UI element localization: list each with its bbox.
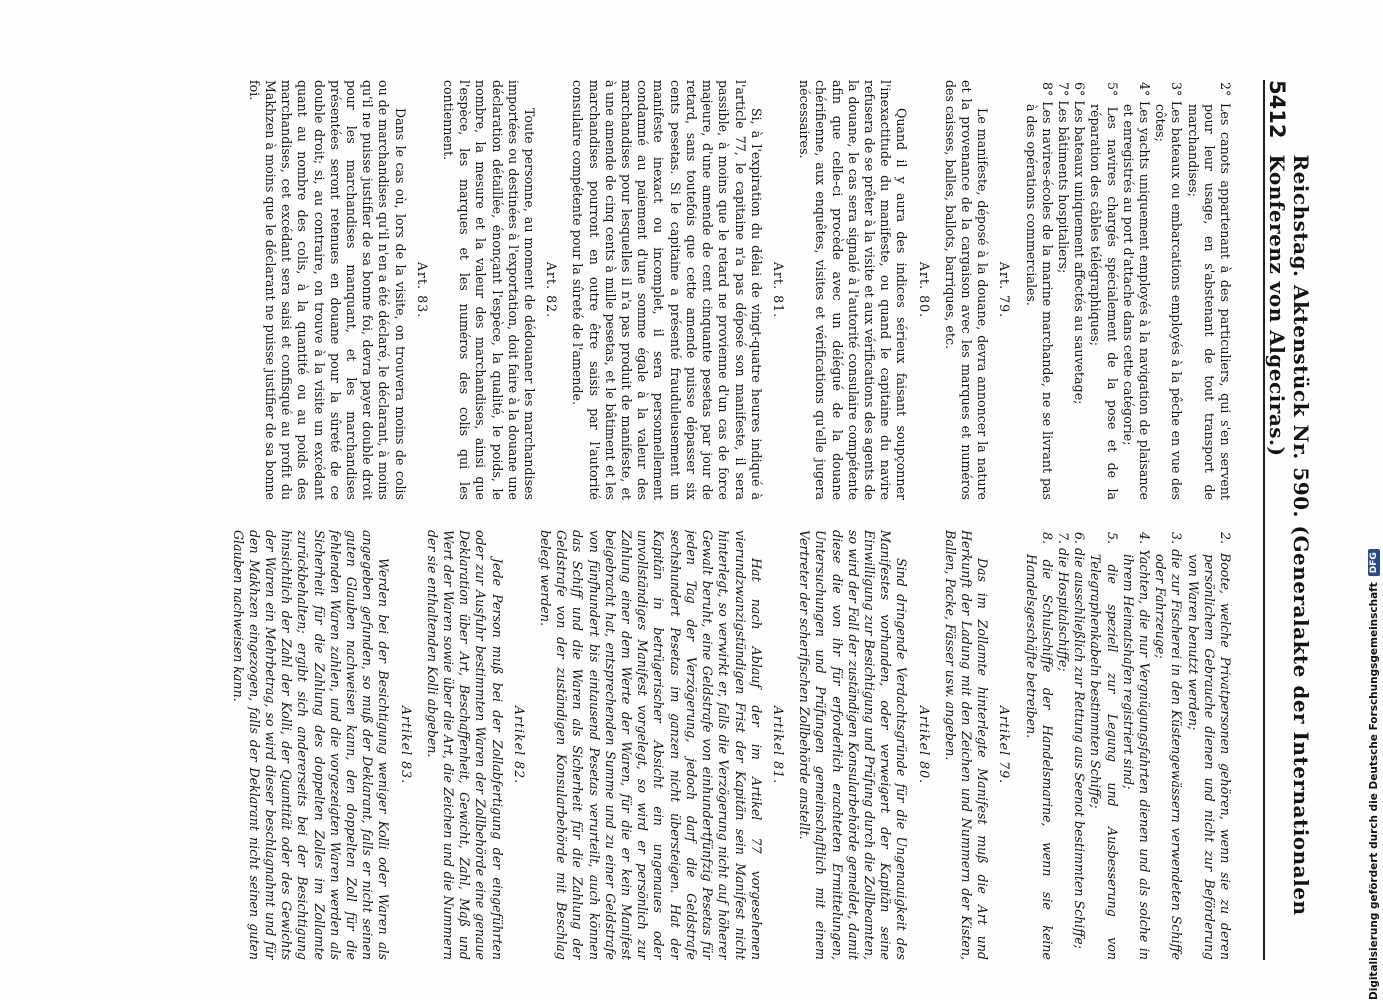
article-heading: Art. 83. (414, 261, 430, 319)
article-heading: Artikel 80. (916, 705, 932, 785)
article-heading: Art. 81. (770, 261, 786, 319)
german-column (13, 530, 1233, 960)
article-text: Dans le cas où, lors de la visite, on trouvera moins de colis ou de marchandises qu'il n'en a été déclaré, le déclarant, à moins qu'il ne puisse justifier de sa bonne foi, devra payer double droit pour les marchandises manquant, et les marchandises présentées seront retenues en douane pour la sûreté de ce double droit; si, au contraire, on trouve à la visite un excédant quant au nombre des colis, à la quantité ou au poids des marchandises, cet excédant sera saisi et confisqué au profit du Makhzen à moins que le déclarant ne puisse justifier de sa bonne foi. (246, 80, 408, 500)
list-item: 8° Les navires-écoles de la marine marchande, ne se livrant pas à des opérations commerciales. (1023, 82, 1055, 500)
list-item: 3. die zur Fischerei in den Küstengewässern verwendeten Schiffe oder Fahrzeuge; (1153, 532, 1185, 960)
article-text: Le manifeste, déposé à la douane, devra annoncer la nature et la provenance de la cargaison avec les marques et numéros des caisses, balles, ballots, barriques, etc. (942, 80, 991, 500)
article-text: Jede Person muß bei der Zollabfertigung der eingeführten oder zur Ausfuhr bestimmten Waren der Zollbehörde eine genaue Deklaration über Art, Beschaffenheit, Gewicht, Zahl, Maß und Wert der Waren sowie über die Art, die Zeichen und die Nummern der sie enthaltenden Kolli abgeben. (424, 530, 505, 960)
list-item: 7° Les bâtiments hospitaliers; (1055, 82, 1071, 274)
page-number: 5412 (1265, 80, 1289, 139)
article-heading: Art. 79. (997, 261, 1013, 319)
article-text: Das im Zollamte hinterlegte Manifest muß die Art und Herkunft der Ladung mit den Zeichen und Nummern der Kisten, Ballen, Packe, Fässer usw. angeben. (942, 530, 991, 960)
page-header (1263, 80, 1313, 960)
article-heading: Artikel 79. (997, 705, 1013, 785)
list-item: 4° Les yachts uniquement employés à la navigation de plaisance et enregistrés au port d'attache dans cette catégorie; (1120, 82, 1152, 500)
list-item: 7. die Hospitalschiffe; (1055, 532, 1071, 672)
french-column (13, 80, 1233, 500)
list-item: 5° Les navires chargés spécialement de la pose et de la réparation des câbles télégraphiques; (1088, 82, 1120, 500)
article-text: Werden bei der Besichtigung weniger Kolli oder Waren als angegeben gefunden, so muß der Deklarant, falls er nicht seinen guten Glauben nachweisen kann, den doppelten Zoll für die fehlenden Waren zahlen, und die vorgezeigten Waren werden als Sicherheit für die Zahlung des doppelten Zolles im Zollamte zurückbehalten; ergibt sich andererseits bei der Besichtigung hinsichtlich der Zahl der Kolli, der Quantität oder des Gewichts der Waren ein Mehrbetrag, so wird dieser beschlagnahmt und für den Makhzen eingezogen, falls der Deklarant nicht seinen guten Glauben nachweisen kann. (230, 530, 392, 960)
article-text: Sind dringende Verdachtsgründe für die Ungenauigkeit des Manifestes vorhanden, oder verweigert der Kapitän seine Einwilligung zur Besichtigung und Prüfung durch die Zollbeamten, so wird der Fall der zuständigen Konsularbehörde gemeldet, damit diese die von ihr für erforderlich erachteten Ermittelungen, Untersuchungen und Prüfungen gemeinschaftlich mit einem Vertreter der scherifischen Zollbehörde anstellt. (797, 530, 910, 960)
article-text: Quand il y aura des indices sérieux faisant soupçonner l'inexactitude du manifeste, ou quand le capitaine du navire refusera de se prêter à la visite et aux vérifications des agents de la douane, le cas sera signalé à l'autorité consulaire compétente afin que celle-ci procède avec un délégué de la douane chérifienne, aux enquêtes, visites et vérifications qu'elle jugera nécessaires. (797, 80, 910, 500)
french-exemption-list (1022, 80, 1233, 500)
footer-text: Digitalisierung gefördert durch die Deutsche Forschungsgemeinschaft (1368, 582, 1380, 1000)
list-item: 6. die ausschließlich zur Rettung aus Seenot bestimmten Schiffe; (1072, 532, 1088, 949)
list-item: 2. Boote, welche Privatpersonen gehören, wenn sie zu deren persönlichem Gebrauche dienen und nicht zur Beförderung von Waren benutzt werden; (1185, 532, 1233, 960)
article-text: Si, à l'expiration du délai de vingt-quatre heures indiqué à l'article 77, le capitaine n'a pas déposé son manifeste, il sera passible, à moins que le retard ne provienne d'un cas de force majeure, d'une amende de cent cinquante pesetas par jour de retard, sans toutefois que cette amende puisse dépasser six cents pesetas. Si le capitaine a présenté frauduleusement un manifeste inexact ou incomplet, il sera personnellement condamné au paiement d'une somme égale à la valeur des marchandises pour lesquelles il n'a pas produit de manifeste, et à une amende de cinq cents à mille pesetas, et le bâtiment et les marchandises pourront en outre être saisis par l'autorité consulaire compétente pour la sûreté de l'amende. (570, 80, 764, 500)
list-item: 5. die speziell zur Legung und Ausbesserung von Telegraphenkabeln bestimmten Schiffe; (1088, 532, 1120, 960)
german-exemption-list (1022, 530, 1233, 960)
article-text: Toute personne, au moment de dédouaner les marchandises importées ou destinées à l'exportation, doit faire à la douane une déclaration détaillée, énonçant l'espèce, la qualité, le poids, le nombre, la mesure et la valeur des marchandises, ainsi que l'espèce, les marques et les numéros des colis qui les contiennent. (441, 80, 538, 500)
digitization-footer (1368, 549, 1380, 1000)
list-item: 2° Les canots appartenant à des particuliers, qui s'en servent pour leur usage, en s'abstenant de tout transport de marchandises; (1185, 82, 1233, 500)
page-title: Reichstag. Aktenstück Nr. 590. (Generalakte der Internationalen Konferenz von Algeciras.) (1265, 154, 1313, 916)
dfg-logo: DFG (1368, 549, 1380, 576)
article-heading: Artikel 83. (398, 705, 414, 785)
list-item: 3° Les bateaux ou embarcations employés à la pêche en vue des côtes; (1153, 82, 1185, 500)
list-item: 8. die Schulschiffe der Handelsmarine, wenn sie keine Handelsgeschäfte betreiben. (1023, 532, 1055, 960)
article-heading: Artikel 82. (511, 705, 527, 785)
article-heading: Art. 80. (916, 261, 932, 319)
article-heading: Art. 82. (544, 261, 560, 319)
list-item: 6° Les bateaux uniquement affectés au sauvetage; (1072, 82, 1088, 405)
list-item: 4. Yachten, die nur Vergnügungsfahrten dienen und als solche in ihrem Heimatshafen registriert sind; (1120, 532, 1152, 960)
article-heading: Artikel 81. (770, 705, 786, 785)
article-text: Hat nach Ablauf der im Artikel 77 vorgesehenen vierundzwanzigstündigen Frist der Kapitän sein Manifest nicht hinterlegt, so verwirkt er, falls die Verzögerung nicht auf höherer Gewalt beruht, eine Geldstrafe von einhundertfünfzig Pesetas für jeden Tag der Verzögerung, jedoch darf die Geldstrafe sechshundert Pesetas im ganzen nicht übersteigen. Hat der Kapitän in betrügerischer Absicht ein ungenaues oder unvollständiges Manifest vorgelegt, so wird er persönlich zur Zahlung einer dem Werte der Waren, für die er kein Manifest beigebracht hat, entsprechenden Summe und zu einer Geldstrafe von fünfhundert bis eintausend Pesetas verurteilt, auch können das Schiff und die Waren als Sicherheit für die Zahlung der Geldstrafe von der zuständigen Konsularbehörde mit Beschlag belegt werden. (538, 530, 764, 960)
